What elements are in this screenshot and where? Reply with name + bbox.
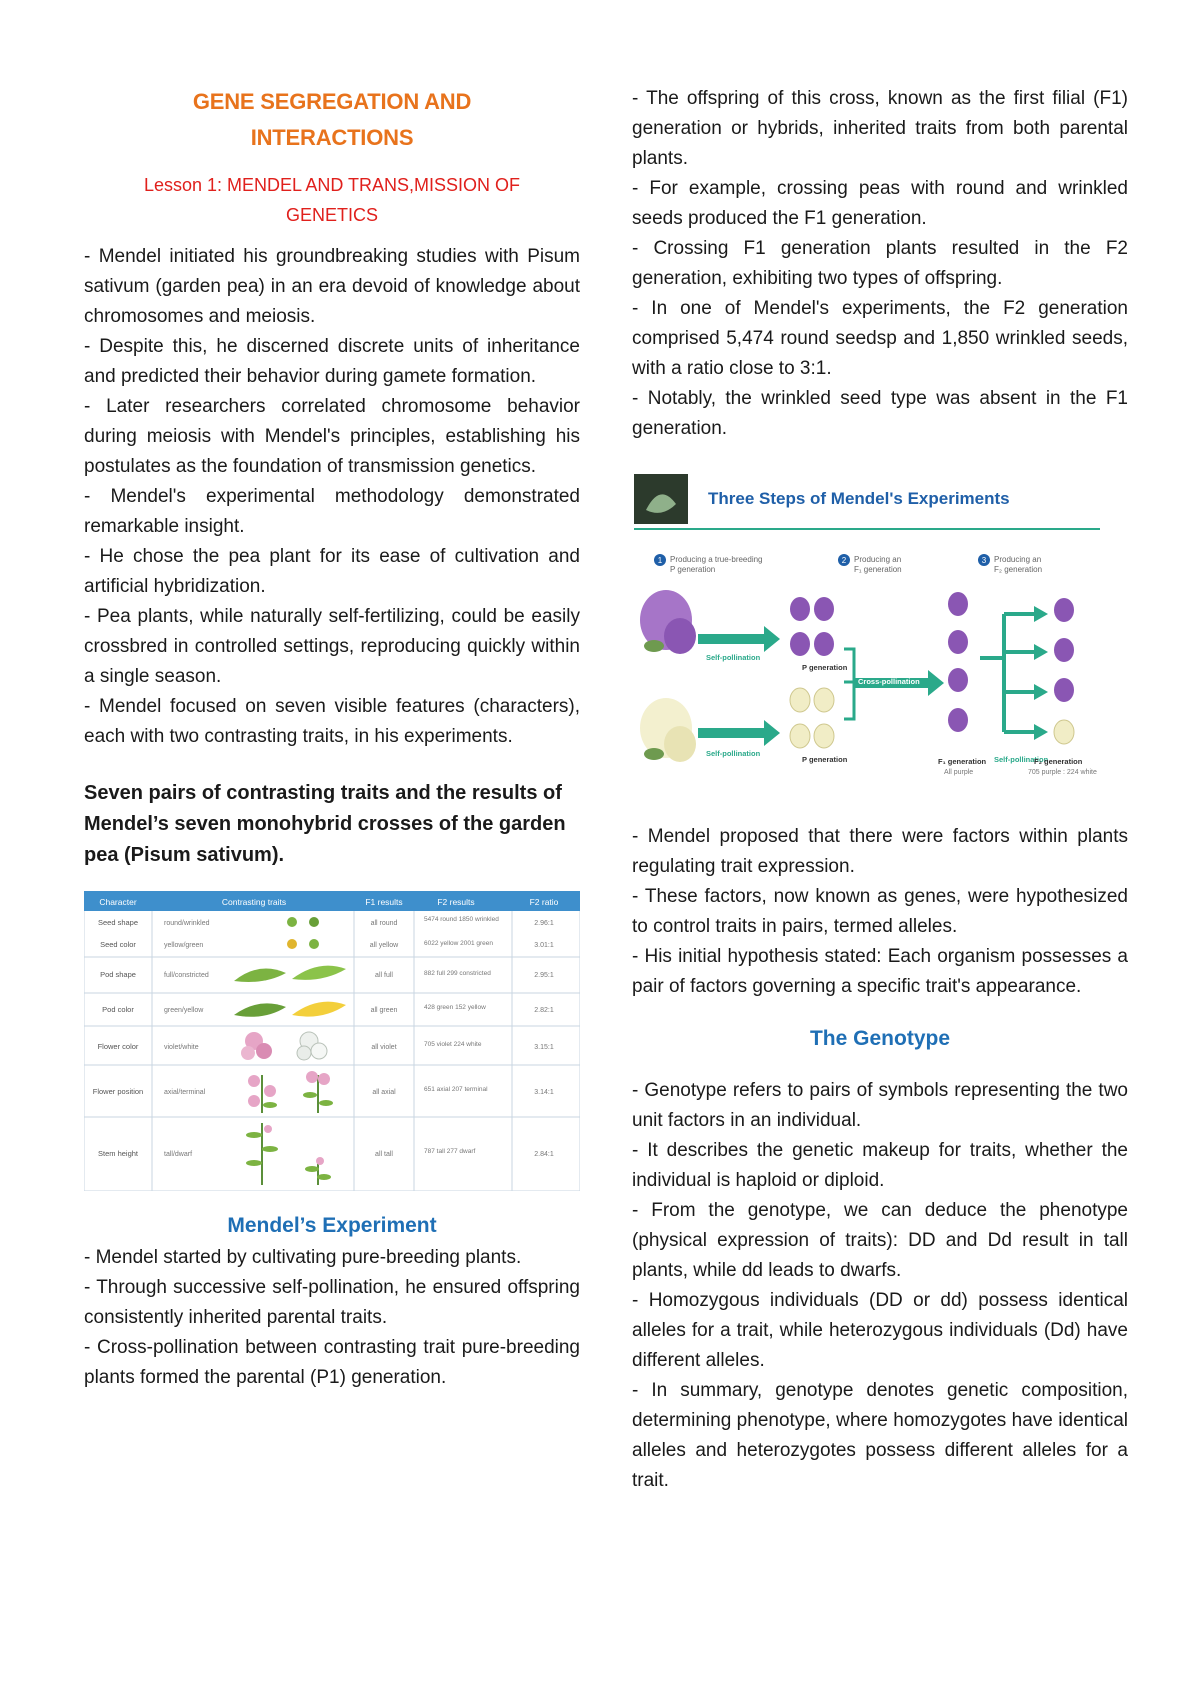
p-generation-purple-flowers bbox=[790, 597, 834, 656]
f1-generation-sub: All purple bbox=[944, 769, 974, 776]
genotype-bullets bbox=[632, 1076, 1128, 1496]
self-pollination-arrow bbox=[698, 626, 780, 652]
p-generation-white-flowers bbox=[790, 688, 834, 748]
table-header-cell: Contrasting traits bbox=[221, 897, 287, 907]
bullet-paragraph: - In summary, genotype denotes genetic composition, determining phenotype, where homozygotes have identical alleles and heterozygotes possess different alleles for a trait. bbox=[632, 1380, 1128, 1491]
step-label: Producing an bbox=[994, 555, 1042, 564]
row-traits: green/yellow bbox=[164, 1007, 204, 1014]
bullet-paragraph: - Crossing F1 generation plants resulted in the F2 generation, exhibiting two types of offspring. bbox=[632, 238, 1128, 289]
row-f1: all tall bbox=[375, 1151, 393, 1158]
row-traits: axial/terminal bbox=[164, 1089, 206, 1096]
bullet-paragraph: - The offspring of this cross, known as the first filial (F1) generation or hybrids, inherited traits from both parental plants. bbox=[632, 88, 1128, 169]
row-ratio: 2.84:1 bbox=[534, 1151, 554, 1158]
experiment-heading: Mendel’s Experiment bbox=[227, 1214, 437, 1237]
step-label-sub: P generation bbox=[670, 565, 716, 574]
traits-table-figure bbox=[84, 891, 580, 1191]
row-ratio: 2.95:1 bbox=[534, 972, 554, 979]
self-pollination-label: Self-pollination bbox=[706, 653, 761, 662]
f1-to-f2-branch-arrows bbox=[980, 606, 1048, 740]
f1-generation-label: F₁ generation bbox=[938, 757, 987, 766]
table-header-cell: F1 results bbox=[365, 897, 403, 907]
factors-bullets bbox=[632, 822, 1128, 1002]
row-f1: all axial bbox=[372, 1089, 396, 1096]
document-title bbox=[84, 84, 580, 156]
row-f2: 5474 round 1850 wrinkled bbox=[424, 916, 499, 923]
p-generation-label: P generation bbox=[802, 663, 848, 672]
bullet-paragraph: - His initial hypothesis stated: Each organism possesses a pair of factors governing a specific trait's appearance. bbox=[632, 946, 1128, 997]
row-character: Flower position bbox=[92, 1087, 144, 1096]
experiment-bullets bbox=[84, 1243, 580, 1393]
step-label-sub: F₁ generation bbox=[854, 565, 902, 574]
row-traits: violet/white bbox=[164, 1044, 199, 1051]
bullet-paragraph: - Mendel started by cultivating pure-breeding plants. bbox=[84, 1247, 522, 1268]
bullet-paragraph: - He chose the pea plant for its ease of cultivation and artificial hybridization. bbox=[84, 546, 580, 597]
row-character: Seed color bbox=[100, 940, 136, 949]
row-f1: all full bbox=[375, 972, 393, 979]
step-label-sub: F₂ generation bbox=[994, 565, 1043, 574]
row-f2: 787 tall 277 dwarf bbox=[424, 1148, 476, 1155]
bullet-paragraph: - Through successive self-pollination, he ensured offspring consistently inherited parental traits. bbox=[84, 1277, 580, 1328]
f1-generation-flowers bbox=[948, 592, 968, 732]
green-seed-icon bbox=[309, 939, 319, 949]
self-pollination-label: Self-pollination bbox=[994, 755, 1049, 764]
intro-bullets bbox=[84, 242, 580, 752]
genotype-heading: The Genotype bbox=[809, 1027, 951, 1050]
bullet-paragraph: - Despite this, he discerned discrete units of inheritance and predicted their behavior during gamete formation. bbox=[84, 336, 580, 387]
row-ratio: 2.96:1 bbox=[534, 920, 554, 927]
three-steps-figure bbox=[632, 474, 1128, 804]
row-f2: 651 axial 207 terminal bbox=[424, 1086, 488, 1093]
row-f2: 882 full 299 constricted bbox=[424, 970, 491, 977]
f1-bullets bbox=[632, 84, 1128, 444]
row-traits: tall/dwarf bbox=[164, 1151, 193, 1158]
row-character: Seed shape bbox=[97, 918, 139, 927]
step-label: Producing a true-breeding bbox=[670, 555, 763, 564]
row-ratio: 3.15:1 bbox=[534, 1044, 554, 1051]
title-line-1: GENE SEGREGATION AND bbox=[192, 89, 472, 114]
bullet-paragraph: - Mendel proposed that there were factors within plants regulating trait expression. bbox=[632, 826, 1128, 877]
row-f1: all violet bbox=[371, 1044, 397, 1051]
bullet-paragraph: - Genotype refers to pairs of symbols representing the two unit factors in an individual. bbox=[632, 1080, 1128, 1131]
step-number: 2 bbox=[841, 556, 847, 565]
table-header-cell: F2 ratio bbox=[529, 897, 559, 907]
f2-generation-label: F₂ generation bbox=[1034, 757, 1083, 766]
table-header-bar bbox=[84, 891, 580, 911]
bullet-paragraph: - Pea plants, while naturally self-fertilizing, could be easily crossbred in controlled settings, reproducing quickly within a single season. bbox=[84, 606, 580, 687]
bullet-paragraph: - Notably, the wrinkled seed type was absent in the F1 generation. bbox=[632, 388, 1128, 439]
bullet-paragraph: - For example, crossing peas with round and wrinkled seeds produced the F1 generation. bbox=[632, 178, 1128, 229]
figure-title: Three Steps of Mendel's Experiments bbox=[708, 489, 1010, 508]
bullet-paragraph: - In one of Mendel's experiments, the F2 generation comprised 5,474 round seedsp and 1,850 wrinkled seeds, with a ratio close to 3:1. bbox=[632, 298, 1128, 379]
left-column bbox=[84, 84, 580, 1393]
step-number: 1 bbox=[657, 556, 663, 565]
table-header-cell: Character bbox=[99, 897, 137, 907]
f2-generation-sub: 705 purple : 224 white bbox=[1028, 769, 1097, 776]
wrinkled-seed-icon bbox=[309, 917, 319, 927]
row-character: Pod color bbox=[102, 1005, 134, 1014]
row-traits: full/constricted bbox=[164, 972, 209, 979]
bullet-paragraph: - Mendel initiated his groundbreaking studies with Pisum sativum (garden pea) in an era devoid of knowledge about chromosomes and meiosis. bbox=[84, 246, 580, 327]
row-ratio: 3.14:1 bbox=[534, 1089, 554, 1096]
cross-bracket bbox=[844, 682, 854, 719]
self-pollination-label: Self-pollination bbox=[706, 749, 761, 758]
lesson-title bbox=[84, 170, 580, 230]
step-number: 3 bbox=[981, 556, 987, 565]
white-parent-flower-icon bbox=[640, 698, 696, 762]
row-f2: 6022 yellow 2001 green bbox=[424, 940, 494, 947]
table-heading: Seven pairs of contrasting traits and the results of Mendel’s seven monohybrid crosses of the garden pea (Pisum sativum). bbox=[84, 782, 566, 866]
row-f1: all yellow bbox=[369, 942, 399, 949]
bullet-paragraph: - Cross-pollination between contrasting trait pure-breeding plants formed the parental (P1) generation. bbox=[84, 1337, 580, 1388]
p-generation-label: P generation bbox=[802, 755, 848, 764]
purple-parent-flower-icon bbox=[640, 590, 696, 654]
row-f1: all round bbox=[370, 920, 398, 927]
bullet-paragraph: - These factors, now known as genes, were hypothesized to control traits in pairs, termed alleles. bbox=[632, 886, 1128, 937]
title-line-2: INTERACTIONS bbox=[250, 125, 414, 150]
bullet-paragraph: - Homozygous individuals (DD or dd) possess identical alleles for a trait, while heterozygous individuals (Dd) have different alleles. bbox=[632, 1290, 1128, 1371]
row-traits: round/wrinkled bbox=[164, 920, 210, 927]
right-column bbox=[632, 84, 1128, 1496]
row-traits: yellow/green bbox=[164, 942, 204, 949]
row-f2: 428 green 152 yellow bbox=[424, 1004, 486, 1011]
row-character: Pod shape bbox=[100, 970, 136, 979]
round-seed-icon bbox=[287, 917, 297, 927]
table-header-cell: F2 results bbox=[437, 897, 475, 907]
lesson-line-2: GENETICS bbox=[285, 205, 378, 225]
bullet-paragraph: - Mendel's experimental methodology demonstrated remarkable insight. bbox=[84, 486, 580, 537]
self-pollination-arrow bbox=[698, 720, 780, 746]
yellow-seed-icon bbox=[287, 939, 297, 949]
row-character: Stem height bbox=[97, 1149, 139, 1158]
cross-pollination-label: Cross-pollination bbox=[858, 677, 920, 686]
row-f1: all green bbox=[370, 1007, 398, 1014]
row-ratio: 2.82:1 bbox=[534, 1007, 554, 1014]
bullet-paragraph: - It describes the genetic makeup for traits, whether the individual is haploid or diploid. bbox=[632, 1140, 1128, 1191]
bullet-paragraph: - Later researchers correlated chromosome behavior during meiosis with Mendel's principles, establishing his postulates as the foundation of transmission genetics. bbox=[84, 396, 580, 477]
f2-generation-flowers bbox=[1054, 598, 1074, 744]
bullet-paragraph: - Mendel focused on seven visible features (characters), each with two contrasting traits, in his experiments. bbox=[84, 696, 580, 747]
bullet-paragraph: - From the genotype, we can deduce the phenotype (physical expression of traits): DD and Dd result in tall plants, while dd leads to dwarfs. bbox=[632, 1200, 1128, 1281]
step-label: Producing an bbox=[854, 555, 902, 564]
row-f2: 705 violet 224 white bbox=[424, 1041, 482, 1048]
row-character: Flower color bbox=[97, 1042, 139, 1051]
lesson-line-1: Lesson 1: MENDEL AND TRANS,MISSION OF bbox=[143, 175, 521, 195]
row-ratio: 3.01:1 bbox=[534, 942, 554, 949]
